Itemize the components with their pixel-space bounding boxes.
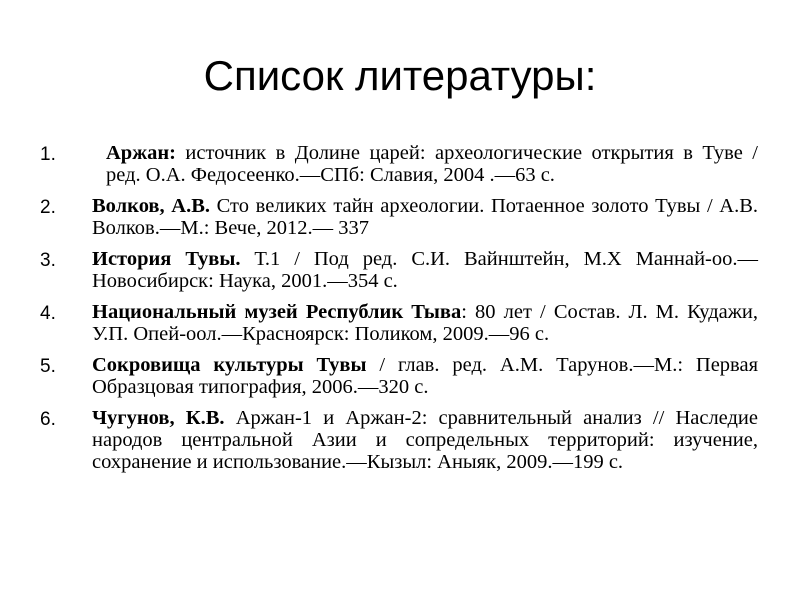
reference-text <box>92 195 758 239</box>
reference-number: 1. <box>40 144 56 165</box>
reference-text <box>92 354 758 398</box>
reference-author: Сокровища культуры Тувы <box>92 354 367 376</box>
reference-item <box>40 301 758 345</box>
slide-title: Список литературы: <box>203 52 597 99</box>
reference-text <box>92 142 758 186</box>
reference-number: 5. <box>40 356 56 377</box>
reference-list <box>40 142 758 482</box>
reference-body: Т.1 / Под ред. С.И. Вайнштейн, М.Х Маннай-оо.—Новосибирск: Наука, 2001.—354 с. <box>92 248 758 292</box>
reference-author: Волков, А.В. <box>92 195 211 217</box>
reference-body: / глав. ред. А.М. Тарунов.—М.: Первая Образцовая типография, 2006.—320 с. <box>92 354 758 398</box>
reference-author: Аржан: <box>106 142 176 164</box>
reference-item <box>40 354 758 398</box>
reference-author: Национальный музей Республик Тыва <box>92 301 462 323</box>
reference-number: 2. <box>40 197 56 218</box>
reference-text <box>92 248 758 292</box>
reference-number: 6. <box>40 409 56 430</box>
reference-item <box>40 195 758 239</box>
reference-text <box>92 407 758 473</box>
reference-author: Чугунов, К.В. <box>92 407 225 429</box>
reference-author: История Тувы. <box>92 248 241 270</box>
reference-item <box>40 248 758 292</box>
reference-text <box>92 301 758 345</box>
reference-item <box>40 407 758 473</box>
reference-number: 3. <box>40 250 56 271</box>
reference-body: источник в Долине царей: археологические открытия в Туве / ред. О.А. Федосеенко.—СПб: Славия, 2004 .—63 с. <box>106 142 758 186</box>
reference-body: Сто великих тайн археологии. Потаенное золото Тувы / А.В. Волков.—М.: Вече, 2012.— 337 <box>92 195 759 239</box>
reference-body: : 80 лет / Состав. Л. М. Кудажи, У.П. Опей-оол.—Красноярск: Поликом, 2009.—96 с. <box>92 301 758 345</box>
reference-item <box>40 142 758 186</box>
reference-body: Аржан-1 и Аржан-2: сравнительный анализ // Наследие народов центральной Азии и сопредельных территорий: изучение, сохранение и использование.—Кызыл: Аныяк, 2009.—199 с. <box>92 407 759 473</box>
reference-number: 4. <box>40 303 56 324</box>
